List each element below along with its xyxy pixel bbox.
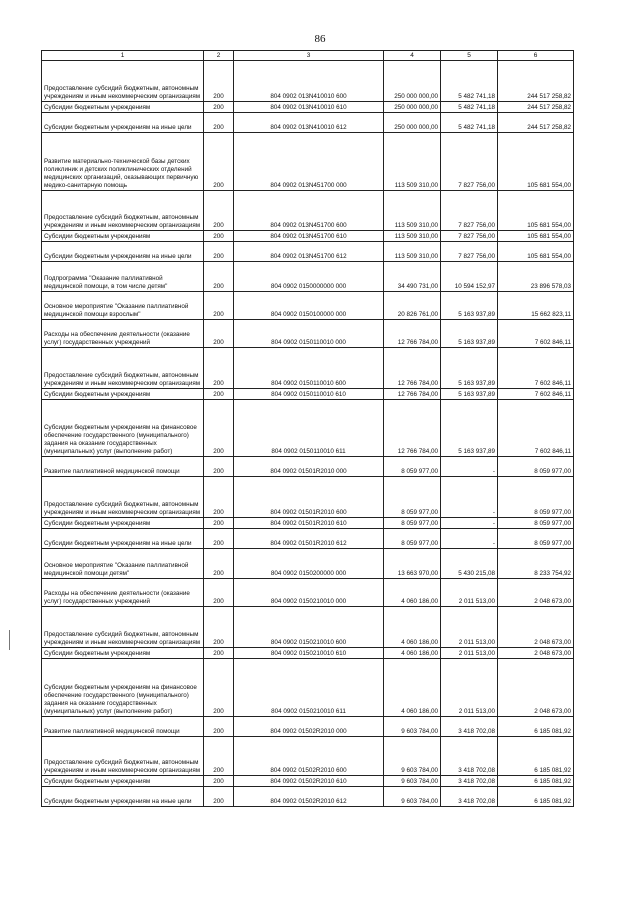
remaining-amount: 6 185 081,92	[498, 717, 574, 737]
executed-amount: 5 163 937,89	[441, 400, 498, 457]
budget-code: 804 0902 01501R2010 000	[234, 457, 384, 477]
planned-amount: 113 509 310,00	[384, 191, 441, 231]
planned-amount: 4 060 186,00	[384, 648, 441, 659]
remaining-amount: 15 662 823,11	[498, 292, 574, 320]
executed-amount: 7 827 756,00	[441, 133, 498, 191]
executed-amount: 5 163 937,89	[441, 320, 498, 348]
planned-amount: 9 603 784,00	[384, 717, 441, 737]
admin-code: 200	[204, 400, 234, 457]
admin-code: 200	[204, 231, 234, 242]
admin-code: 200	[204, 113, 234, 133]
item-name: Развитие материально-технической базы детских поликлиник и детских поликлинических отделений медицинских организаций, оказывающих первичную медико-санитарную помощь	[42, 133, 204, 191]
table-row	[42, 61, 574, 102]
admin-code: 200	[204, 191, 234, 231]
planned-amount: 9 603 784,00	[384, 737, 441, 776]
budget-table	[41, 50, 574, 807]
remaining-amount: 105 681 554,00	[498, 133, 574, 191]
table-row	[42, 648, 574, 659]
budget-code: 804 0902 0150210010 000	[234, 579, 384, 607]
table-row	[42, 529, 574, 549]
budget-code: 804 0902 013N451700 000	[234, 133, 384, 191]
planned-amount: 8 059 977,00	[384, 529, 441, 549]
planned-amount: 4 060 186,00	[384, 607, 441, 648]
budget-code: 804 0902 01502R2010 600	[234, 737, 384, 776]
table-row	[42, 292, 574, 320]
item-name: Развитие паллиативной медицинской помощи	[42, 457, 204, 477]
planned-amount: 4 060 186,00	[384, 579, 441, 607]
executed-amount: 10 594 152,97	[441, 262, 498, 292]
header-cell-1: 1	[42, 51, 204, 61]
remaining-amount: 244 517 258,82	[498, 61, 574, 102]
planned-amount: 113 509 310,00	[384, 242, 441, 262]
budget-code: 804 0902 0150210010 610	[234, 648, 384, 659]
budget-code: 804 0902 0150000000 000	[234, 262, 384, 292]
executed-amount: 2 011 513,00	[441, 648, 498, 659]
admin-code: 200	[204, 348, 234, 389]
item-name: Предоставление субсидий бюджетным, автономным учреждениям и иным некоммерческим организациям	[42, 607, 204, 648]
table-row	[42, 113, 574, 133]
executed-amount: 7 827 756,00	[441, 231, 498, 242]
admin-code: 200	[204, 529, 234, 549]
admin-code: 200	[204, 549, 234, 579]
planned-amount: 8 059 977,00	[384, 477, 441, 518]
executed-amount: 5 430 215,08	[441, 549, 498, 579]
admin-code: 200	[204, 292, 234, 320]
item-name: Предоставление субсидий бюджетным, автономным учреждениям и иным некоммерческим организациям	[42, 191, 204, 231]
table-row	[42, 776, 574, 787]
item-name: Субсидии бюджетным учреждениям на финансовое обеспечение государственного (муниципального) задания на оказание государственных (муниципальных) услуг (выполнение работ)	[42, 400, 204, 457]
table-row	[42, 191, 574, 231]
item-name: Субсидии бюджетным учреждениям	[42, 102, 204, 113]
item-name: Основное мероприятие "Оказание паллиативной медицинской помощи взрослым"	[42, 292, 204, 320]
executed-amount: -	[441, 518, 498, 529]
budget-code: 804 0902 0150200000 000	[234, 549, 384, 579]
header-cell-6: 6	[498, 51, 574, 61]
remaining-amount: 8 059 977,00	[498, 518, 574, 529]
item-name: Субсидии бюджетным учреждениям	[42, 518, 204, 529]
admin-code: 200	[204, 133, 234, 191]
executed-amount: 7 827 756,00	[441, 242, 498, 262]
admin-code: 200	[204, 61, 234, 102]
item-name: Субсидии бюджетным учреждениям на иные цели	[42, 113, 204, 133]
executed-amount: 3 418 702,08	[441, 776, 498, 787]
item-name: Субсидии бюджетным учреждениям на финансовое обеспечение государственного (муниципального) задания на оказание государственных (муниципальных) услуг (выполнение работ)	[42, 659, 204, 717]
planned-amount: 113 509 310,00	[384, 231, 441, 242]
budget-code: 804 0902 01501R2010 610	[234, 518, 384, 529]
item-name: Субсидии бюджетным учреждениям	[42, 231, 204, 242]
table-row	[42, 389, 574, 400]
item-name: Субсидии бюджетным учреждениям на иные цели	[42, 242, 204, 262]
budget-code: 804 0902 01501R2010 612	[234, 529, 384, 549]
executed-amount: 2 011 513,00	[441, 579, 498, 607]
admin-code: 200	[204, 457, 234, 477]
executed-amount: -	[441, 457, 498, 477]
remaining-amount: 105 681 554,00	[498, 231, 574, 242]
table-row	[42, 477, 574, 518]
budget-code: 804 0902 01502R2010 000	[234, 717, 384, 737]
planned-amount: 12 766 784,00	[384, 348, 441, 389]
executed-amount: 7 827 756,00	[441, 191, 498, 231]
executed-amount: 5 482 741,18	[441, 113, 498, 133]
planned-amount: 12 766 784,00	[384, 389, 441, 400]
remaining-amount: 7 602 846,11	[498, 320, 574, 348]
executed-amount: 2 011 513,00	[441, 659, 498, 717]
margin-mark	[9, 630, 10, 650]
remaining-amount: 105 681 554,00	[498, 242, 574, 262]
header-row	[42, 51, 574, 61]
executed-amount: 5 163 937,89	[441, 389, 498, 400]
planned-amount: 12 766 784,00	[384, 320, 441, 348]
budget-code: 804 0902 01502R2010 610	[234, 776, 384, 787]
admin-code: 200	[204, 102, 234, 113]
header-cell-3: 3	[234, 51, 384, 61]
remaining-amount: 8 059 977,00	[498, 477, 574, 518]
table-row	[42, 102, 574, 113]
table-row	[42, 400, 574, 457]
remaining-amount: 244 517 258,82	[498, 113, 574, 133]
executed-amount: 3 418 702,08	[441, 787, 498, 807]
table-row	[42, 737, 574, 776]
table-row	[42, 242, 574, 262]
budget-code: 804 0902 0150210010 600	[234, 607, 384, 648]
admin-code: 200	[204, 579, 234, 607]
executed-amount: 5 482 741,18	[441, 61, 498, 102]
admin-code: 200	[204, 776, 234, 787]
item-name: Основное мероприятие "Оказание паллиативной медицинской помощи детям"	[42, 549, 204, 579]
remaining-amount: 2 048 673,00	[498, 659, 574, 717]
item-name: Развитие паллиативной медицинской помощи	[42, 717, 204, 737]
budget-code: 804 0902 013N410010 612	[234, 113, 384, 133]
planned-amount: 8 059 977,00	[384, 457, 441, 477]
item-name: Предоставление субсидий бюджетным, автономным учреждениям и иным некоммерческим организациям	[42, 477, 204, 518]
budget-code: 804 0902 013N410010 600	[234, 61, 384, 102]
item-name: Расходы на обеспечение деятельности (оказание услуг) государственных учреждений	[42, 579, 204, 607]
executed-amount: 2 011 513,00	[441, 607, 498, 648]
planned-amount: 9 603 784,00	[384, 776, 441, 787]
admin-code: 200	[204, 607, 234, 648]
admin-code: 200	[204, 477, 234, 518]
budget-code: 804 0902 0150210010 611	[234, 659, 384, 717]
budget-code: 804 0902 013N451700 612	[234, 242, 384, 262]
executed-amount: 5 482 741,18	[441, 102, 498, 113]
budget-code: 804 0902 01501R2010 600	[234, 477, 384, 518]
admin-code: 200	[204, 717, 234, 737]
planned-amount: 9 603 784,00	[384, 787, 441, 807]
table-row	[42, 549, 574, 579]
planned-amount: 13 663 970,00	[384, 549, 441, 579]
remaining-amount: 6 185 081,92	[498, 787, 574, 807]
admin-code: 200	[204, 648, 234, 659]
item-name: Расходы на обеспечение деятельности (оказание услуг) государственных учреждений	[42, 320, 204, 348]
planned-amount: 12 766 784,00	[384, 400, 441, 457]
admin-code: 200	[204, 389, 234, 400]
table-row	[42, 659, 574, 717]
table-row	[42, 231, 574, 242]
remaining-amount: 2 048 673,00	[498, 579, 574, 607]
remaining-amount: 7 602 846,11	[498, 348, 574, 389]
remaining-amount: 7 602 846,11	[498, 400, 574, 457]
remaining-amount: 6 185 081,92	[498, 776, 574, 787]
header-cell-4: 4	[384, 51, 441, 61]
budget-code: 804 0902 0150110010 611	[234, 400, 384, 457]
admin-code: 200	[204, 320, 234, 348]
executed-amount: -	[441, 529, 498, 549]
admin-code: 200	[204, 659, 234, 717]
remaining-amount: 23 896 578,03	[498, 262, 574, 292]
item-name: Субсидии бюджетным учреждениям на иные цели	[42, 529, 204, 549]
remaining-amount: 8 233 754,92	[498, 549, 574, 579]
admin-code: 200	[204, 262, 234, 292]
remaining-amount: 7 602 846,11	[498, 389, 574, 400]
planned-amount: 250 000 000,00	[384, 102, 441, 113]
remaining-amount: 6 185 081,92	[498, 737, 574, 776]
admin-code: 200	[204, 518, 234, 529]
planned-amount: 113 509 310,00	[384, 133, 441, 191]
remaining-amount: 8 059 977,00	[498, 457, 574, 477]
table-row	[42, 457, 574, 477]
admin-code: 200	[204, 242, 234, 262]
executed-amount: 3 418 702,08	[441, 717, 498, 737]
table-row	[42, 607, 574, 648]
planned-amount: 20 826 761,00	[384, 292, 441, 320]
admin-code: 200	[204, 787, 234, 807]
executed-amount: 5 163 937,89	[441, 292, 498, 320]
item-name: Субсидии бюджетным учреждениям	[42, 776, 204, 787]
remaining-amount: 105 681 554,00	[498, 191, 574, 231]
planned-amount: 8 059 977,00	[384, 518, 441, 529]
budget-code: 804 0902 01502R2010 612	[234, 787, 384, 807]
header-cell-2: 2	[204, 51, 234, 61]
budget-code: 804 0902 013N451700 610	[234, 231, 384, 242]
budget-code: 804 0902 013N451700 600	[234, 191, 384, 231]
remaining-amount: 244 517 258,82	[498, 102, 574, 113]
admin-code: 200	[204, 737, 234, 776]
budget-code: 804 0902 0150110010 000	[234, 320, 384, 348]
item-name: Субсидии бюджетным учреждениям на иные цели	[42, 787, 204, 807]
item-name: Субсидии бюджетным учреждениям	[42, 389, 204, 400]
table-row	[42, 579, 574, 607]
item-name: Предоставление субсидий бюджетным, автономным учреждениям и иным некоммерческим организациям	[42, 348, 204, 389]
planned-amount: 4 060 186,00	[384, 659, 441, 717]
item-name: Предоставление субсидий бюджетным, автономным учреждениям и иным некоммерческим организациям	[42, 737, 204, 776]
budget-code: 804 0902 0150110010 600	[234, 348, 384, 389]
item-name: Предоставление субсидий бюджетным, автономным учреждениям и иным некоммерческим организациям	[42, 61, 204, 102]
planned-amount: 250 000 000,00	[384, 61, 441, 102]
budget-code: 804 0902 0150100000 000	[234, 292, 384, 320]
table-row	[42, 348, 574, 389]
remaining-amount: 2 048 673,00	[498, 648, 574, 659]
header-cell-5: 5	[441, 51, 498, 61]
budget-code: 804 0902 013N410010 610	[234, 102, 384, 113]
item-name: Субсидии бюджетным учреждениям	[42, 648, 204, 659]
planned-amount: 250 000 000,00	[384, 113, 441, 133]
table-row	[42, 133, 574, 191]
budget-code: 804 0902 0150110010 610	[234, 389, 384, 400]
page-number: 86	[314, 33, 326, 45]
remaining-amount: 2 048 673,00	[498, 607, 574, 648]
remaining-amount: 8 059 977,00	[498, 529, 574, 549]
executed-amount: 5 163 937,89	[441, 348, 498, 389]
table-row	[42, 717, 574, 737]
item-name: Подпрограмма "Оказание паллиативной медицинской помощи, в том числе детям"	[42, 262, 204, 292]
table-row	[42, 787, 574, 807]
table-row	[42, 320, 574, 348]
executed-amount: 3 418 702,08	[441, 737, 498, 776]
table-row	[42, 518, 574, 529]
executed-amount: -	[441, 477, 498, 518]
planned-amount: 34 490 731,00	[384, 262, 441, 292]
table-row	[42, 262, 574, 292]
